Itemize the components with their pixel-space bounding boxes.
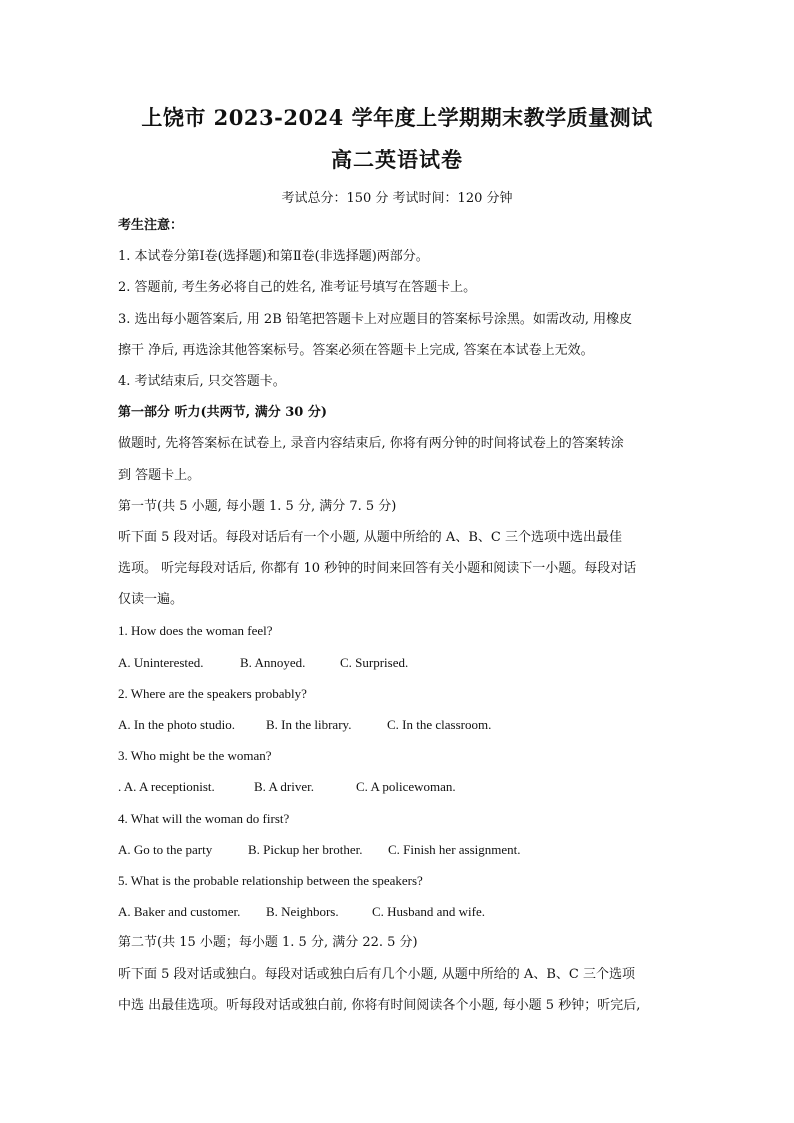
- question-2: 2. Where are the speakers probably?: [118, 685, 307, 701]
- question-4-options: [118, 840, 688, 871]
- question-4-option-a: A. Go to the party: [118, 841, 213, 857]
- exam-body: [118, 216, 688, 1027]
- question-3-option-c: C. A policewoman.: [356, 779, 456, 795]
- part1-intro-line-2: 到 答题卡上。: [118, 467, 201, 483]
- question-3-option-a: . A. A receptionist.: [118, 779, 215, 795]
- notice-item-4: 4. 考试结束后, 只交答题卡。: [118, 373, 286, 389]
- section2-intro-line-2: 中选 出最佳选项。听每段对话或独白前, 你将有时间阅读各个小题, 每小题 5 秒钟；听完后,: [118, 997, 641, 1013]
- question-5-options: [118, 902, 688, 933]
- question-5-option-b: B. Neighbors.: [266, 904, 339, 920]
- notice-item-3-line-2: 擦干 净后, 再选涂其他答案标号。答案必须在答题卡上完成, 答案在本试卷上无效。: [118, 342, 594, 358]
- part1-intro-line-1: 做题时, 先将答案标在试卷上, 录音内容结束后, 你将有两分钟的时间将试卷上的答案转涂: [118, 436, 624, 452]
- question-3-option-b: B. A driver.: [254, 779, 314, 795]
- question-2-option-a: A. In the photo studio.: [118, 717, 235, 732]
- exam-subtitle: 高二英语试卷: [331, 147, 463, 172]
- section1-intro-line-1: 听下面 5 段对话。每段对话后有一个小题, 从题中所给的 A、B、C 三个选项中选出最佳: [118, 529, 622, 545]
- question-4: 4. What will the woman do first?: [118, 810, 290, 826]
- question-5-option-a: A. Baker and customer.: [118, 904, 241, 920]
- question-1-option-b: B. Annoyed.: [240, 654, 306, 670]
- question-2-option-c: C. In the classroom.: [387, 717, 492, 732]
- section2-heading: 第二节(共 15 小题；每小题 1. 5 分, 满分 22. 5 分): [118, 935, 418, 951]
- question-5: 5. What is the probable relationship between the speakers?: [118, 872, 423, 888]
- notice-heading: 考生注意：: [118, 218, 184, 233]
- question-1: 1. How does the woman feel?: [118, 623, 273, 639]
- section1-intro-line-3: 仅读一遍。: [118, 592, 184, 608]
- question-5-option-c: C. Husband and wife.: [372, 904, 486, 920]
- exam-info: 考试总分：150 分 考试时间：120 分钟: [281, 191, 513, 206]
- question-4-option-c: C. Finish her assignment.: [388, 841, 521, 857]
- notice-item-2: 2. 答题前, 考生务必将自己的姓名, 准考证号填写在答题卡上。: [118, 280, 477, 296]
- question-1-option-c: C. Surprised.: [340, 654, 409, 670]
- question-2-options: [118, 715, 688, 746]
- question-3-options: [118, 777, 688, 808]
- part1-heading: 第一部分 听力(共两节, 满分 30 分): [118, 405, 328, 421]
- question-2-option-b: B. In the library.: [266, 717, 352, 732]
- section1-heading: 第一节(共 5 小题, 每小题 1. 5 分, 满分 7. 5 分): [118, 498, 397, 514]
- question-1-option-a: A. Uninterested.: [118, 654, 204, 670]
- section2-intro-line-1: 听下面 5 段对话或独白。每段对话或独白后有几个小题, 从题中所给的 A、B、C 三个选项: [118, 966, 635, 982]
- exam-title: 上饶市 2023-2024 学年度上学期期末教学质量测试: [141, 105, 653, 130]
- question-3: 3. Who might be the woman?: [118, 748, 272, 764]
- notice-item-3-line-1: 3. 选出每小题答案后, 用 2B 铅笔把答题卡上对应题目的答案标号涂黑。如需改动, 用橡皮: [118, 311, 633, 327]
- notice-item-1: 1. 本试卷分第Ⅰ卷(选择题)和第Ⅱ卷(非选择题)两部分。: [118, 249, 429, 265]
- section1-intro-line-2: 选项。 听完每段对话后, 你都有 10 秒钟的时间来回答有关小题和阅读下一小题。每段对话: [118, 561, 637, 577]
- question-1-options: [118, 653, 688, 684]
- question-4-option-b: B. Pickup her brother.: [248, 841, 363, 857]
